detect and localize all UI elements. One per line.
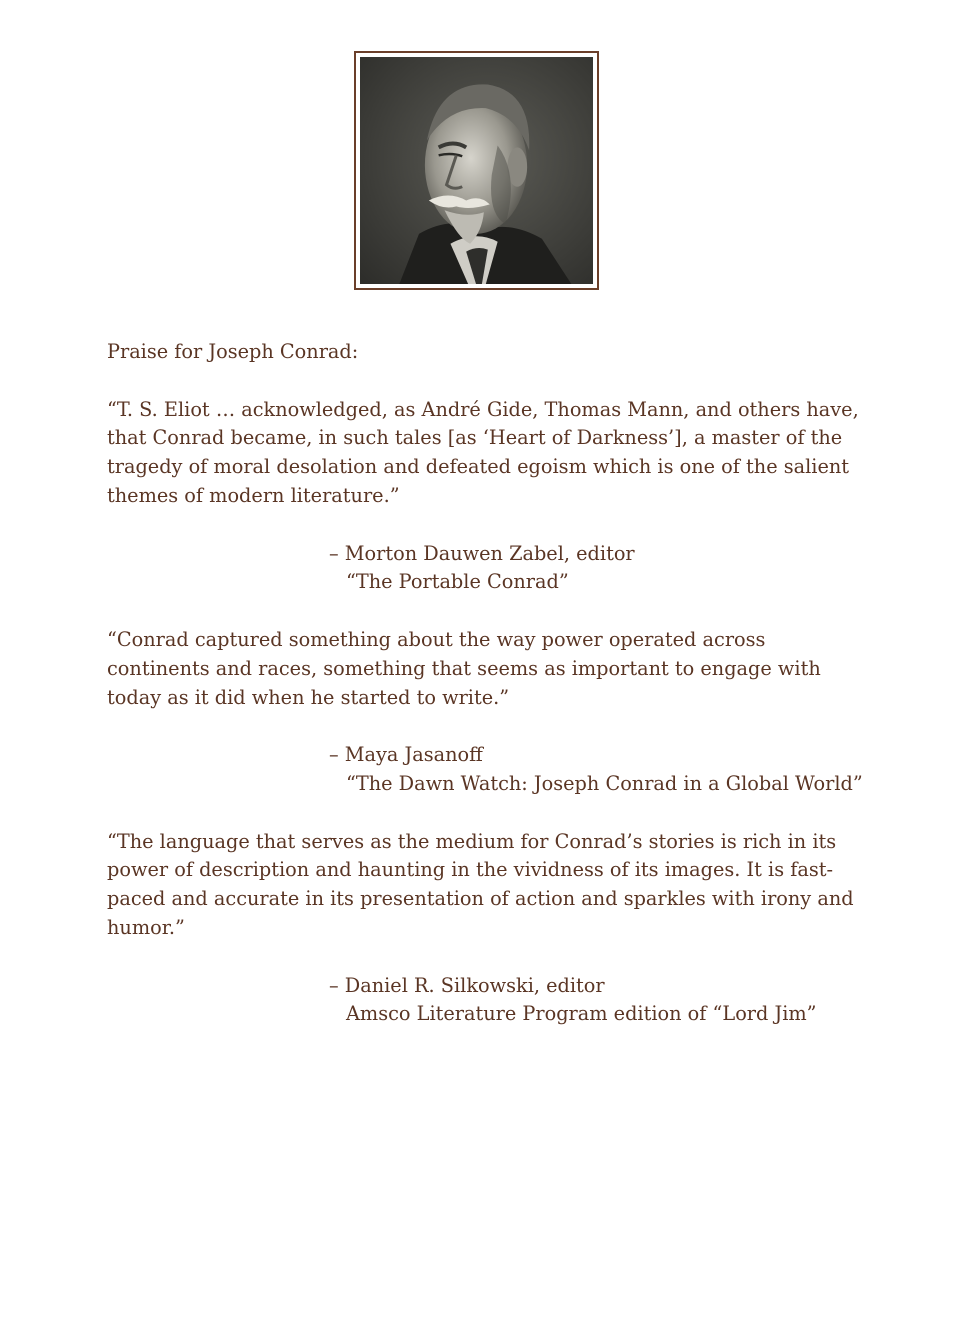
quote-text: “The language that serves as the medium for Conrad’s stories is rich in its power of description and haunting in the vividness of its images. It is fast-paced and accurate in its presentation of action and sparkles with irony and humor.” — [107, 829, 854, 939]
quote-text: “Conrad captured something about the way power operated across continents and races, something that seems as important to engage with today as it did when he started to write.” — [107, 627, 821, 709]
quote-source: “The Portable Conrad” — [346, 570, 569, 594]
quote-attribution — [329, 972, 867, 1030]
portrait-illustration — [360, 57, 593, 284]
quote-source: Amsco Literature Program edition of “Lord Jim” — [346, 1002, 817, 1026]
quote-author: – Morton Dauwen Zabel, editor — [329, 541, 635, 565]
portrait-photo — [360, 57, 593, 284]
quote-attribution — [329, 741, 867, 799]
praise-text-block — [107, 338, 867, 1058]
quote-text: “T. S. Eliot … acknowledged, as André Gide, Thomas Mann, and others have, that Conrad became, in such tales [as ‘Heart of Darkness’], a master of the tragedy of moral desolation and defeated egoism which is one of the salient themes of modern literature.” — [107, 397, 859, 507]
quote-attribution — [329, 540, 867, 598]
quote-author: – Daniel R. Silkowski, editor — [329, 973, 605, 997]
quote-source: “The Dawn Watch: Joseph Conrad in a Global World” — [346, 771, 863, 795]
portrait-frame — [354, 51, 599, 290]
praise-heading: Praise for Joseph Conrad: — [107, 340, 359, 363]
quote-author: – Maya Jasanoff — [329, 743, 483, 767]
